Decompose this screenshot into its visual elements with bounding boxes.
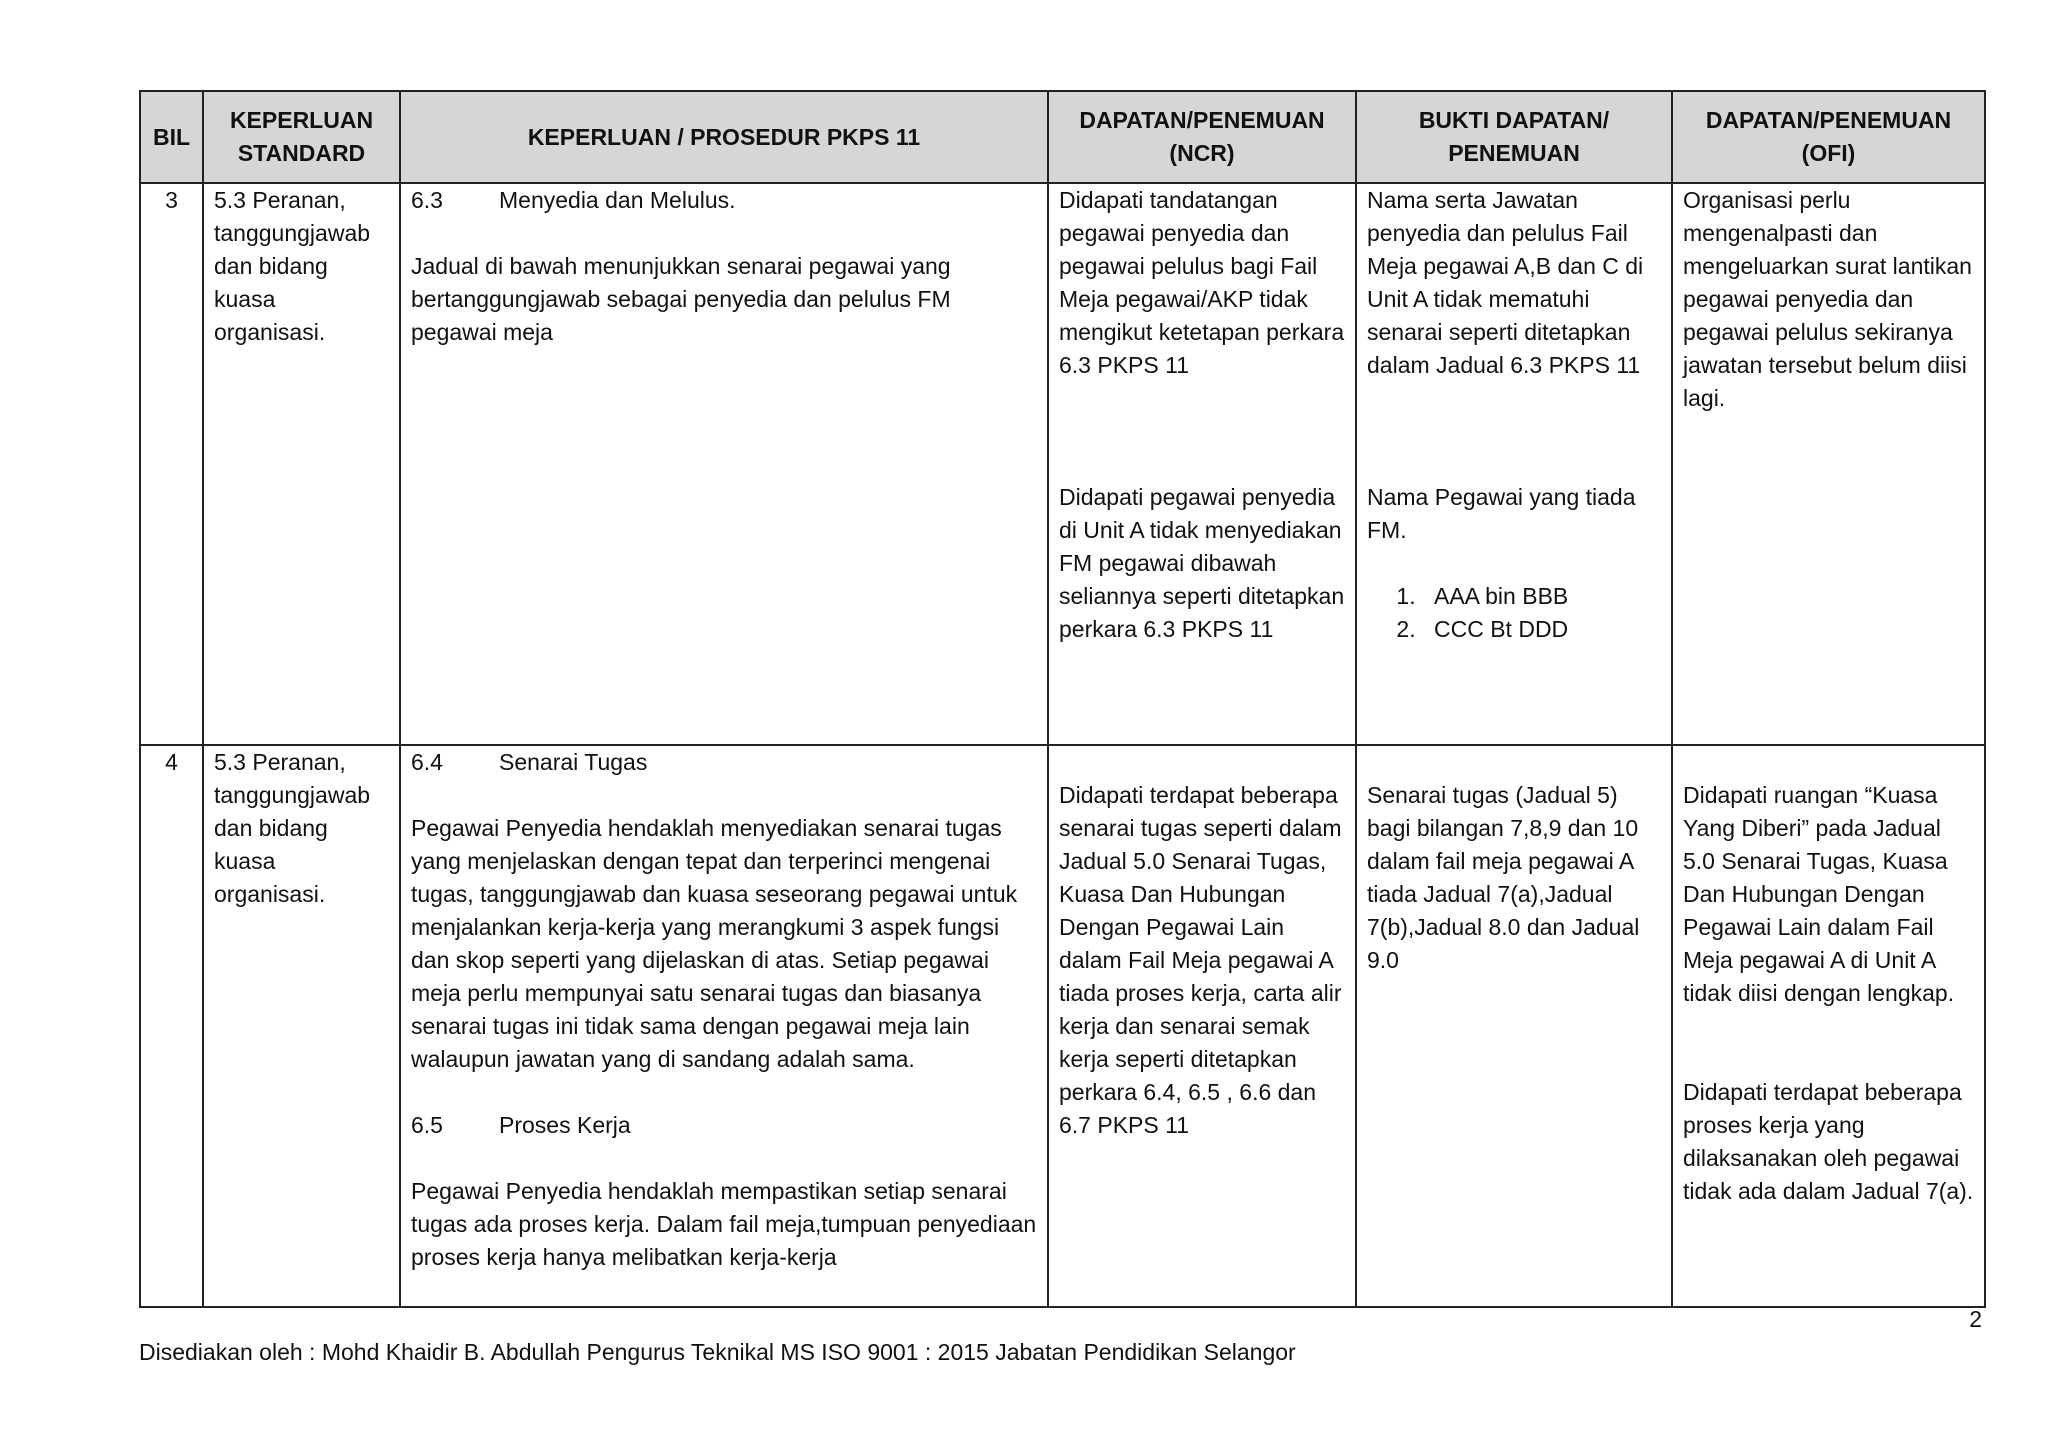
section-title: Senarai Tugas xyxy=(499,749,648,775)
row-bil: 4 xyxy=(140,745,203,1307)
header-procedure: KEPERLUAN / PROSEDUR PKPS 11 xyxy=(400,91,1048,183)
row-bil: 3 xyxy=(140,183,203,745)
row-ncr xyxy=(1048,183,1356,745)
ofi-text: Didapati ruangan “Kuasa Yang Diberi” pada Jadual 5.0 Senarai Tugas, Kuasa Dan Hubungan Dengan Pegawai Lain dalam Fail Meja pegawai A di Unit A tidak diisi dengan lengkap. xyxy=(1683,782,1955,1006)
header-ofi: DAPATAN/PENEMUAN (OFI) xyxy=(1672,91,1985,183)
section-text: Pegawai Penyedia hendaklah menyediakan senarai tugas yang menjelaskan dengan tepat dan terperinci mengenai tugas, tanggungjawab dan kuasa seseorang pegawai untuk menjalankan kerja-kerja yang merangkumi 3 aspek fungsi dan skop seperti yang dijelaskan di atas. Setiap pegawai meja perlu mempunyai satu senarai tugas dan biasanya senarai tugas ini tidak sama dengan pegawai meja lain walaupun jawatan yang di sandang adalah sama. xyxy=(411,815,1018,1072)
section-heading xyxy=(411,184,1037,217)
header-ncr: DAPATAN/PENEMUAN (NCR) xyxy=(1048,91,1356,183)
row-ofi xyxy=(1672,183,1985,745)
ncr-finding: Didapati tandatangan pegawai penyedia dan pegawai pelulus bagi Fail Meja pegawai/AKP tidak mengikut ketetapan perkara 6.3 PKPS 11 xyxy=(1059,187,1345,378)
section-title: Proses Kerja xyxy=(499,1112,631,1138)
section-number: 6.5 xyxy=(411,1112,443,1138)
ncr-finding: Didapati terdapat beberapa senarai tugas seperti dalam Jadual 5.0 Senarai Tugas, Kuasa Dan Hubungan Dengan Pegawai Lain dalam Fail Meja pegawai A tiada proses kerja, carta alir kerja dan senarai semak kerja seperti ditetapkan perkara 6.4, 6.5 , 6.6 dan 6.7 PKPS 11 xyxy=(1059,782,1342,1138)
evidence-text: Nama serta Jawatan penyedia dan pelulus Fail Meja pegawai A,B dan C di Unit A tidak mematuhi senarai seperti ditetapkan dalam Jadual 6.3 PKPS 11 xyxy=(1367,187,1644,378)
row-ofi xyxy=(1672,745,1985,1307)
table-header-row xyxy=(140,91,1985,183)
header-bil: BIL xyxy=(140,91,203,183)
row-ncr xyxy=(1048,745,1356,1307)
header-standard: KEPERLUAN STANDARD xyxy=(203,91,400,183)
section-text: Pegawai Penyedia hendaklah mempastikan setiap senarai tugas ada proses kerja. Dalam fail meja,tumpuan penyediaan proses kerja hanya melibatkan kerja-kerja xyxy=(411,1178,1037,1270)
table-row xyxy=(140,183,1985,745)
row-standard: 5.3 Peranan, tanggungjawab dan bidang kuasa organisasi. xyxy=(203,745,400,1307)
officer-name-list xyxy=(1367,580,1661,646)
section-title: Menyedia dan Melulus. xyxy=(499,187,736,213)
row-procedure xyxy=(400,183,1048,745)
list-item: 1. AAA bin BBB xyxy=(1422,580,1661,613)
ncr-finding: Didapati pegawai penyedia di Unit A tidak menyediakan FM pegawai dibawah seliannya seperti ditetapkan perkara 6.3 PKPS 11 xyxy=(1059,484,1345,642)
evidence-text: Nama Pegawai yang tiada FM. xyxy=(1367,484,1636,543)
row-evidence xyxy=(1356,183,1672,745)
page-number: 2 xyxy=(1969,1306,1982,1332)
row-standard: 5.3 Peranan, tanggungjawab dan bidang kuasa organisasi. xyxy=(203,183,400,745)
audit-findings-table xyxy=(139,90,1986,1308)
ofi-text: Didapati terdapat beberapa proses kerja yang dilaksanakan oleh pegawai tidak ada dalam Jadual 7(a). xyxy=(1683,1079,1974,1204)
section-number: 6.3 xyxy=(411,187,443,213)
section-heading xyxy=(411,1109,1037,1142)
row-procedure xyxy=(400,745,1048,1307)
table-row xyxy=(140,745,1985,1307)
section-text: Jadual di bawah menunjukkan senarai pegawai yang bertanggungjawab sebagai penyedia dan pelulus FM pegawai meja xyxy=(411,253,951,345)
section-number: 6.4 xyxy=(411,749,443,775)
list-item: 2. CCC Bt DDD xyxy=(1422,613,1661,646)
footer-text: Disediakan oleh : Mohd Khaidir B. Abdullah Pengurus Teknikal MS ISO 9001 : 2015 Jabatan Pendidikan Selangor xyxy=(139,1339,1296,1365)
ofi-text: Organisasi perlu mengenalpasti dan mengeluarkan surat lantikan pegawai penyedia dan pegawai pelulus sekiranya jawatan tersebut belum diisi lagi. xyxy=(1683,187,1972,411)
row-evidence xyxy=(1356,745,1672,1307)
section-heading xyxy=(411,746,1037,779)
evidence-text: Senarai tugas (Jadual 5) bagi bilangan 7,8,9 dan 10 dalam fail meja pegawai A tiada Jadual 7(a),Jadual 7(b),Jadual 8.0 dan Jadual 9.0 xyxy=(1367,782,1640,973)
header-evidence: BUKTI DAPATAN/ PENEMUAN xyxy=(1356,91,1672,183)
